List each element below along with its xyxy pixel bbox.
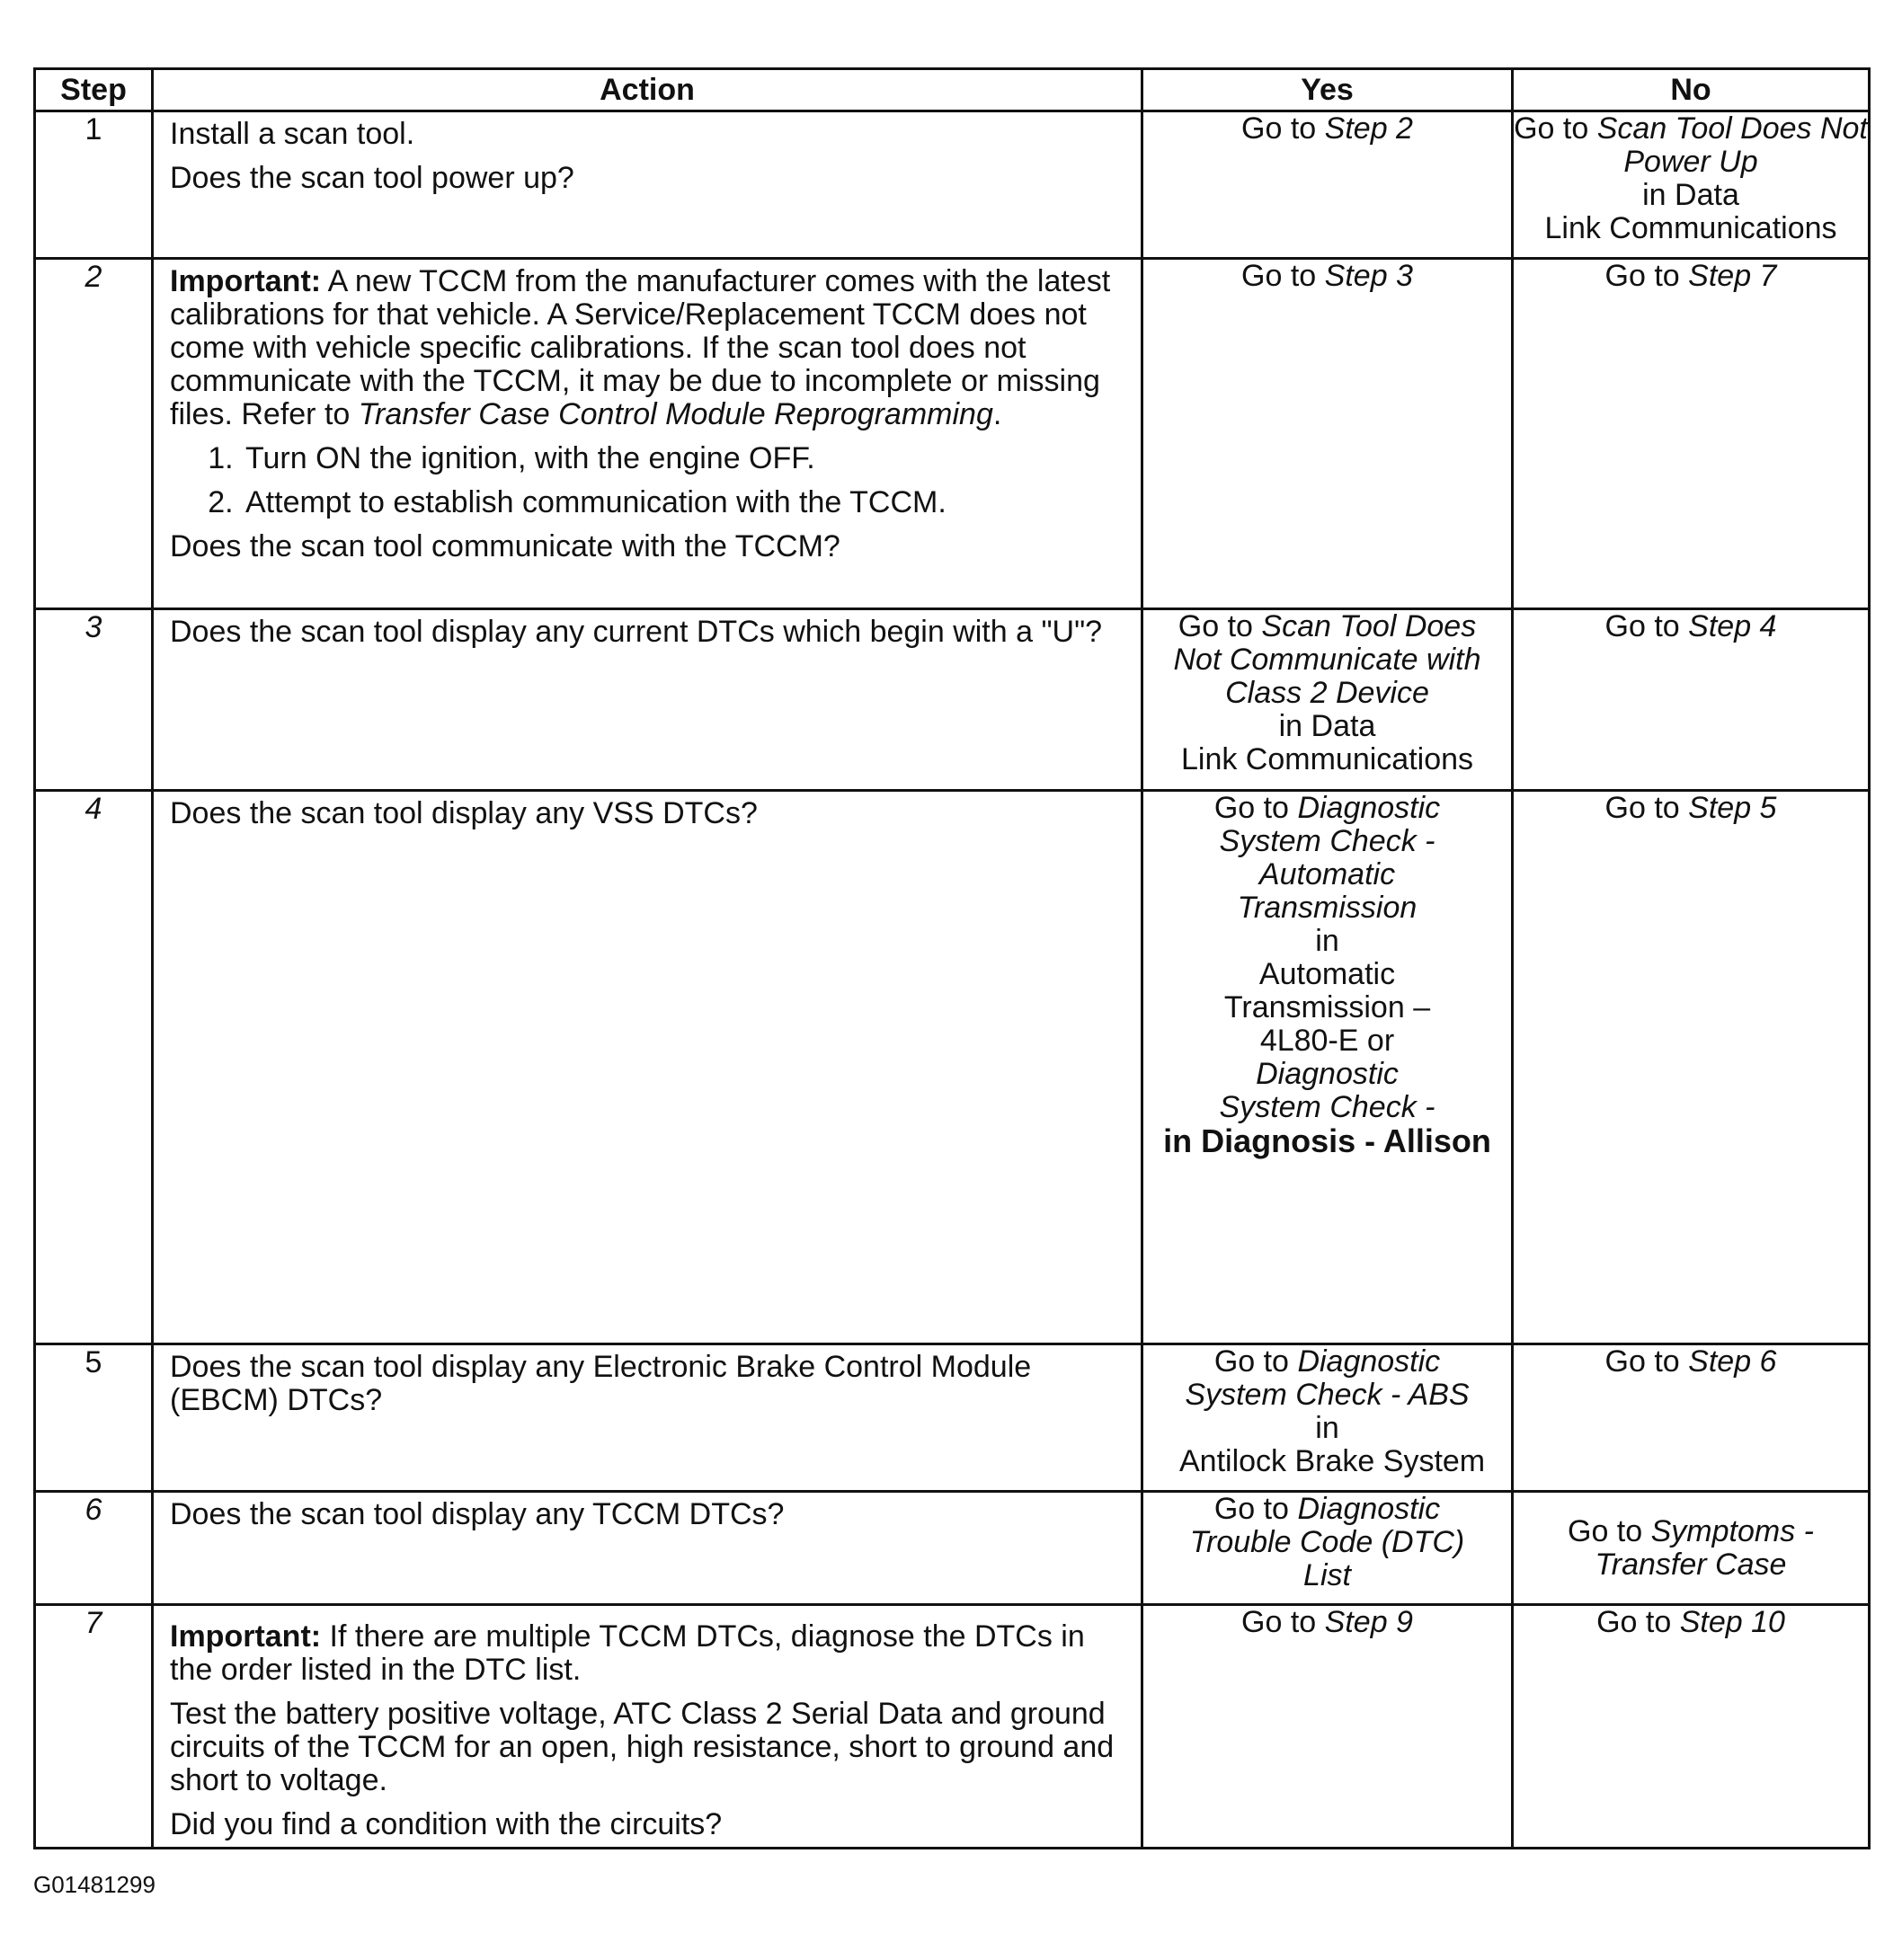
procedure-link[interactable]: Scan Tool Does Not Power Up: [1596, 111, 1868, 179]
header-step: Step: [35, 69, 153, 111]
action-question: Does the scan tool display any TCCM DTCs?: [170, 1497, 785, 1531]
procedure-link[interactable]: Diagnostic System Check -: [1219, 1057, 1435, 1124]
action-cell: [153, 1492, 1142, 1605]
table-row: [35, 609, 1870, 791]
go-to-text: Go to: [1241, 1605, 1317, 1639]
diagnostic-table: [33, 67, 1871, 1849]
procedure-link[interactable]: Diagnostic System Check - Automatic Transmission: [1219, 791, 1441, 925]
step-number: 6: [35, 1492, 153, 1605]
go-to-text: Go to: [1604, 609, 1680, 643]
procedure-link[interactable]: Transfer Case Control Module Reprogramming: [358, 397, 993, 431]
yes-cell: [1142, 259, 1513, 609]
go-to-text: Go to: [1596, 1605, 1672, 1639]
action-cell: [153, 1344, 1142, 1492]
step-link[interactable]: Step 5: [1688, 791, 1777, 825]
action-question: Does the scan tool display any Electronic Brake Control Module (EBCM) DTCs?: [170, 1350, 1032, 1417]
action-question: Does the scan tool display any VSS DTCs?: [170, 796, 758, 830]
no-cell: [1513, 1605, 1870, 1849]
yes-cell: [1142, 609, 1513, 791]
action-cell: [153, 791, 1142, 1344]
location-text: Link Communications: [1180, 742, 1474, 776]
punctuation: .: [992, 397, 1002, 431]
action-question: Does the scan tool display any current DTCs which begin with a "U"?: [170, 615, 1103, 649]
step-link[interactable]: Step 4: [1688, 609, 1777, 643]
go-to-text: Go to: [1241, 111, 1317, 146]
location-text: Automatic Transmission – 4L80-E: [1223, 957, 1431, 1058]
important-note: [170, 265, 1124, 431]
step-number: 7: [35, 1605, 153, 1849]
important-label: Important:: [170, 1619, 322, 1654]
important-text: A new TCCM from the manufacturer comes with the latest calibrations for that vehicle. A Service/Replacement TCCM does not come with vehicle specific calibrations. If the scan tool does not communicate with the TCCM, it may be due to incomplete or missing files. Refer to: [170, 264, 1111, 431]
table-header-row: [35, 69, 1870, 111]
step-number: 4: [35, 791, 153, 1344]
action-cell: [153, 259, 1142, 609]
location-text: in Data: [1642, 178, 1739, 212]
important-note: [170, 1620, 1124, 1687]
action-question: Does the scan tool power up?: [170, 161, 574, 195]
table-row: [35, 1344, 1870, 1492]
step-number: 3: [35, 609, 153, 791]
action-question: Did you find a condition with the circuits?: [170, 1807, 723, 1841]
procedure-link[interactable]: Diagnostic System Check - ABS: [1185, 1344, 1470, 1412]
step-link[interactable]: Step 7: [1688, 259, 1777, 293]
go-to-text: Go to: [1604, 1344, 1680, 1379]
table-row: [35, 1605, 1870, 1849]
header-yes: Yes: [1142, 69, 1513, 111]
procedure-steps: [170, 442, 1124, 519]
yes-cell: [1142, 791, 1513, 1344]
step-link[interactable]: Step 3: [1324, 259, 1413, 293]
location-text: Antilock Brake System: [1179, 1444, 1486, 1478]
or-text: or: [1366, 1024, 1395, 1058]
procedure-link[interactable]: Symptoms - Transfer Case: [1595, 1513, 1814, 1582]
no-cell: [1513, 1344, 1870, 1492]
go-to-text: Go to: [1213, 1344, 1289, 1379]
list-item: 1. Turn ON the ignition, with the engine OFF.: [242, 442, 1124, 475]
table-row: [35, 1492, 1870, 1605]
step-link[interactable]: Step 10: [1679, 1605, 1785, 1639]
yes-cell: [1142, 1605, 1513, 1849]
action-cell: [153, 609, 1142, 791]
no-cell: [1513, 259, 1870, 609]
action-question: Does the scan tool communicate with the TCCM?: [170, 529, 840, 563]
go-to-text: Go to: [1241, 259, 1317, 293]
action-cell: [153, 111, 1142, 259]
header-action: Action: [153, 69, 1142, 111]
go-to-text: Go to: [1604, 259, 1680, 293]
location-text: in: [1315, 1411, 1339, 1445]
step-number: 5: [35, 1344, 153, 1492]
step-link[interactable]: Step 6: [1688, 1344, 1777, 1379]
table-row: [35, 791, 1870, 1344]
no-cell: [1513, 609, 1870, 791]
location-text: in Data: [1278, 709, 1376, 743]
location-text: Link Communications: [1544, 211, 1837, 245]
yes-cell: [1142, 1344, 1513, 1492]
no-cell: [1513, 111, 1870, 259]
location-text: in: [1315, 924, 1339, 958]
go-to-text: Go to: [1178, 609, 1253, 643]
go-to-text: Go to: [1213, 1492, 1289, 1526]
important-text: If there are multiple TCCM DTCs, diagnose the DTCs in the order listed in the DTC list.: [170, 1619, 1085, 1687]
go-to-text: Go to: [1213, 791, 1289, 825]
header-no: No: [1513, 69, 1870, 111]
no-cell: [1513, 1492, 1870, 1605]
list-item: 2. Attempt to establish communication with the TCCM.: [242, 486, 1124, 519]
table-row: [35, 111, 1870, 259]
table-row: [35, 259, 1870, 609]
yes-cell: [1142, 1492, 1513, 1605]
yes-cell: [1142, 111, 1513, 259]
go-to-text: Go to: [1604, 791, 1680, 825]
go-to-text: Go to: [1568, 1513, 1643, 1548]
no-cell: [1513, 791, 1870, 1344]
action-text: Test the battery positive voltage, ATC Class 2 Serial Data and ground circuits of the TCCM for an open, high resistance, short to ground and short to voltage.: [170, 1697, 1115, 1797]
step-number: 1: [35, 111, 153, 259]
procedure-link[interactable]: Diagnostic Trouble Code (DTC) List: [1189, 1492, 1465, 1592]
figure-id: G01481299: [33, 1871, 156, 1898]
step-number: 2: [35, 259, 153, 609]
step-link[interactable]: Step 2: [1324, 111, 1413, 146]
action-cell: [153, 1605, 1142, 1849]
important-label: Important:: [170, 264, 322, 298]
step-link[interactable]: Step 9: [1324, 1605, 1413, 1639]
action-text: Install a scan tool.: [170, 117, 415, 151]
location-text: in Diagnosis - Allison: [1163, 1122, 1491, 1159]
go-to-text: Go to: [1514, 111, 1589, 146]
procedure-link[interactable]: Scan Tool Does Not Communicate with Class 2 Device: [1173, 609, 1481, 710]
